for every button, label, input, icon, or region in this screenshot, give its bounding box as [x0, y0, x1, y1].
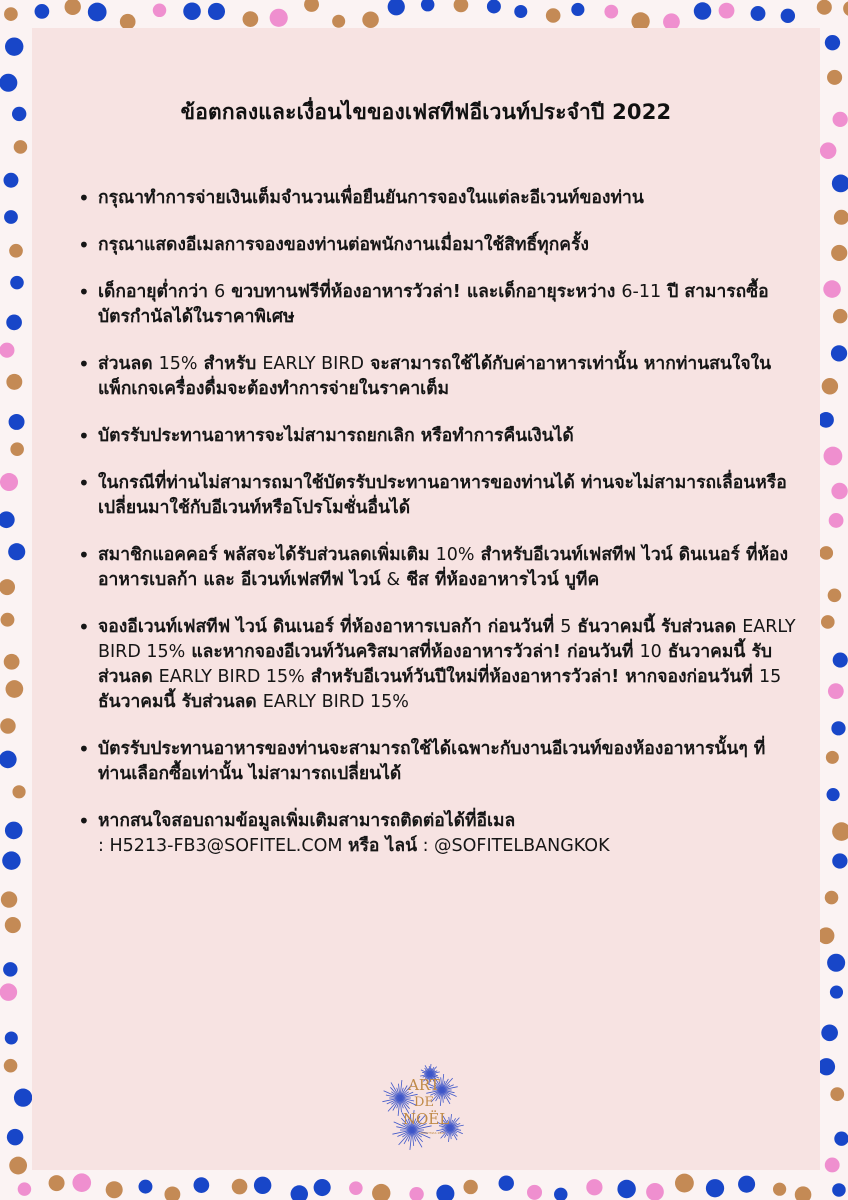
logo-line2: DE [414, 1095, 434, 1110]
polka-dot [454, 0, 469, 12]
polka-dot [72, 1173, 91, 1192]
polka-dot [0, 983, 17, 1000]
term-text: สำหรับอีเวนท์เฟสทีฟ ไวน์ ดินเนอร์ ที่ห้องอาหารเบลก้า และ อีเวนท์เฟสทีฟ ไวน์ [98, 545, 789, 590]
term-text: EARLY BIRD 15% [262, 692, 409, 712]
polka-dot [617, 1180, 635, 1198]
polka-dot [571, 3, 584, 16]
term-text: ธันวาคมนี้ รับส่วนลด [571, 617, 743, 637]
polka-dot [706, 1179, 724, 1197]
term-text: และหากจองอีเวนท์วันคริสมาสที่ห้องอาหารวัวล่า! ก่อนวันที่ [185, 642, 640, 662]
term-item [78, 615, 798, 715]
polka-dot [4, 654, 20, 670]
polka-dot [314, 1179, 331, 1196]
polka-dot [833, 112, 848, 127]
polka-dot [183, 2, 201, 20]
term-text: บัตรรับประทานอาหารจะไม่สามารถยกเลิก หรือทำการคืนเงินได้ [98, 426, 574, 446]
polka-dot [818, 927, 835, 944]
polka-dot [527, 1185, 542, 1200]
polka-dot [409, 1187, 423, 1200]
polka-dot [1, 891, 17, 907]
polka-dot [832, 1183, 846, 1197]
polka-dot [208, 3, 225, 20]
term-text: กรุณาทำการจ่ายเงินเต็มจำนวนเพื่อยืนยันการจองในแต่ละอีเวนท์ของท่าน [98, 188, 644, 208]
polka-dot [829, 513, 844, 528]
polka-dot [818, 412, 834, 428]
polka-dot [487, 0, 501, 13]
term-text: EARLY BIRD 15% [158, 667, 305, 687]
polka-dot [4, 173, 19, 188]
polka-dot [825, 35, 840, 50]
polka-dot [421, 0, 434, 11]
polka-dot [88, 3, 107, 22]
term-text: จองอีเวนท์เฟสทีฟ ไวน์ ดินเนอร์ ที่ห้องอาหารเบลก้า ก่อนวันที่ [98, 617, 561, 637]
polka-dot [825, 1158, 840, 1173]
polka-dot [751, 6, 766, 21]
polka-dot [0, 343, 14, 358]
term-text: สมาชิกแอคคอร์ พลัสจะได้รับส่วนลดเพิ่มเติม [98, 545, 436, 565]
polka-dot [830, 986, 843, 999]
polka-dot [304, 0, 319, 12]
polka-dot [8, 543, 25, 560]
polka-dot [1, 613, 15, 627]
polka-dot [0, 511, 15, 528]
polka-dot [0, 579, 15, 595]
polka-dot [362, 11, 379, 28]
polka-dot [6, 374, 22, 390]
polka-dot [827, 788, 840, 801]
polka-dot [0, 718, 16, 734]
term-text: สำหรับอีเวนท์วันปีใหม่ที่ห้องอาหารวัวล่า! หากจองก่อนวันที่ [304, 667, 760, 687]
terms-card [32, 28, 820, 1170]
polka-dot [823, 280, 841, 298]
polka-dot [49, 1175, 65, 1191]
polka-dot [0, 74, 17, 92]
polka-dot [332, 15, 345, 28]
polka-dot [164, 1186, 180, 1200]
polka-dot [349, 1181, 363, 1195]
polka-dot [9, 414, 25, 430]
polka-dot [781, 9, 795, 23]
polka-dot [5, 822, 23, 840]
polka-dot [831, 483, 847, 499]
term-text: สำหรับ [197, 354, 263, 374]
polka-dot [833, 309, 847, 323]
polka-dot [831, 345, 847, 361]
polka-dot [831, 721, 845, 735]
term-text: EARLY BIRD 15% [98, 617, 796, 662]
polka-dot [773, 1183, 786, 1196]
polka-dot [499, 1175, 514, 1190]
polka-dot [232, 1179, 248, 1195]
polka-dot [820, 142, 837, 159]
polka-dot [738, 1176, 755, 1193]
polka-dot [270, 9, 288, 27]
polka-dot [3, 962, 17, 976]
polka-dot [12, 785, 25, 798]
polka-dot [646, 1183, 664, 1200]
polka-dot [819, 546, 833, 560]
term-item [78, 233, 798, 258]
polka-dot [65, 0, 81, 15]
polka-dot [6, 680, 24, 698]
polka-dot [824, 447, 843, 466]
polka-dot [139, 1180, 153, 1194]
logo-line3: NOËL [402, 1110, 450, 1128]
term-text: 5 [560, 617, 572, 637]
polka-dot [7, 1129, 23, 1145]
polka-dot [817, 0, 832, 15]
logo-tagline: CHRISTMAS 2022 [418, 1131, 446, 1135]
term-item [78, 471, 798, 521]
polka-dot [827, 70, 842, 85]
term-item [78, 424, 798, 449]
polka-dot [194, 1177, 210, 1193]
term-text: ธันวาคมนี้ รับส่วนลด [98, 692, 263, 712]
polka-dot [243, 11, 259, 27]
polka-dot [10, 442, 24, 456]
term-text: ชีส ที่ห้องอาหารไวน์ บูทีค [400, 570, 600, 590]
polka-dot [5, 37, 23, 55]
term-text: 15 [759, 667, 782, 687]
polka-dot [12, 107, 26, 121]
term-text: 6 [214, 282, 226, 302]
term-text: บัตรรับประทานอาหารของท่านจะสามารถใช้ได้เฉพาะกับงานอีเวนท์ของห้องอาหารนั้นๆ ที่ท่านเลือกซื้อเท่านั้น ไม่สามารถเปลี่ยนได้ [98, 739, 766, 784]
term-text: ปี สามารถซื้อบัตรกำนัลได้ในราคาพิเศษ [98, 282, 769, 327]
term-text: EARLY BIRD [262, 354, 364, 374]
polka-dot [834, 210, 848, 225]
polka-dot [514, 5, 527, 18]
term-text: 15% [158, 354, 198, 374]
polka-dot [6, 315, 22, 331]
polka-dot [825, 891, 839, 905]
polka-dot [0, 751, 17, 769]
polka-dot [2, 851, 20, 869]
term-text: : H5213-FB3@SOFITEL.COM [98, 836, 348, 856]
term-text: ในกรณีที่ท่านไม่สามารถมาใช้บัตรรับประทานอาหารของท่านได้ ท่านจะไม่สามารถเลื่อนหรือเปลี่ยนมาใช้กับอีเวนท์หรือโปรโมชั่นอื่นได้ [98, 473, 787, 518]
polka-dot [821, 615, 835, 629]
polka-dot [822, 378, 838, 394]
page-title: ข้อตกลงและเงื่อนไขของเฟสทีฟอีเวนท์ประจำปี 2022 [180, 100, 672, 124]
polka-dot [843, 1, 848, 16]
polka-dot [834, 1132, 848, 1146]
polka-dot [828, 589, 842, 603]
term-item [78, 543, 798, 593]
polka-dot [694, 2, 712, 20]
polka-dot [9, 244, 23, 258]
polka-dot [0, 473, 18, 491]
polka-dot [4, 210, 18, 224]
term-text: ส่วนลด [98, 354, 159, 374]
term-item [78, 280, 798, 330]
polka-dot [388, 0, 405, 15]
polka-dot [675, 1174, 694, 1193]
term-text: 10 [639, 642, 662, 662]
polka-dot [827, 954, 845, 972]
polka-dot [826, 751, 839, 764]
polka-dot [291, 1185, 308, 1200]
polka-dot [9, 1157, 27, 1175]
polka-dot [586, 1179, 602, 1195]
polka-dot [818, 1058, 835, 1075]
term-text: กรุณาแสดงอีเมลการจองของท่านต่อพนักงานเมื่อมาใช้สิทธิ์ทุกครั้ง [98, 235, 589, 255]
polka-dot [436, 1185, 454, 1200]
polka-dot [4, 1059, 18, 1073]
polka-dot [546, 8, 561, 23]
polka-dot [35, 4, 50, 19]
polka-dot [106, 1181, 123, 1198]
term-item [78, 737, 798, 787]
term-item [78, 186, 798, 211]
term-text: ขวบทานฟรีที่ห้องอาหารวัวล่า! และเด็กอายุระหว่าง [225, 282, 622, 302]
term-text: 10% [435, 545, 475, 565]
logo-line1: ART [408, 1076, 440, 1094]
polka-dot [5, 1031, 18, 1044]
polka-dot [821, 1024, 838, 1041]
term-item [78, 809, 798, 859]
polka-dot [554, 1188, 567, 1200]
polka-dot [463, 1180, 477, 1194]
polka-dot [5, 917, 21, 933]
polka-dot [604, 5, 618, 19]
polka-dot [832, 853, 847, 868]
polka-dot [4, 7, 18, 21]
terms-list [78, 186, 798, 859]
term-item [78, 352, 798, 402]
term-text: หรือ ไลน์ [348, 836, 418, 856]
polka-dot [14, 1088, 32, 1106]
term-text: & [386, 570, 401, 590]
term-text: เด็กอายุต่ำกว่า [98, 282, 215, 302]
term-text: จะสามารถใช้ได้กับค่าอาหารเท่านั้น หากท่านสนใจในแพ็กเกจเครื่องดื่มจะต้องทำการจ่ายในราคาเต็ม [98, 354, 772, 399]
polka-dot [795, 1186, 812, 1200]
polka-dot [254, 1177, 271, 1194]
polka-dot [372, 1184, 390, 1200]
polka-dot [828, 683, 844, 699]
polka-dot [14, 140, 28, 154]
polka-dot [833, 652, 848, 667]
term-text: 6-11 [621, 282, 662, 302]
polka-dot [18, 1182, 31, 1195]
polka-dot [719, 3, 735, 19]
term-text: ธันวาคมนี้ รับส่วนลด [98, 642, 772, 687]
polka-dot [831, 245, 847, 261]
polka-dot [10, 276, 24, 290]
term-text: หากสนใจสอบถามข้อมูลเพิ่มเติมสามารถติดต่อได้ที่อีเมล [98, 811, 516, 831]
polka-dot [830, 1087, 844, 1101]
polka-dot [832, 175, 848, 193]
art-de-noel-logo [372, 1060, 480, 1156]
polka-dot [153, 4, 166, 17]
term-text: : @SOFITELBANGKOK [417, 836, 610, 856]
polka-dot [832, 822, 848, 841]
